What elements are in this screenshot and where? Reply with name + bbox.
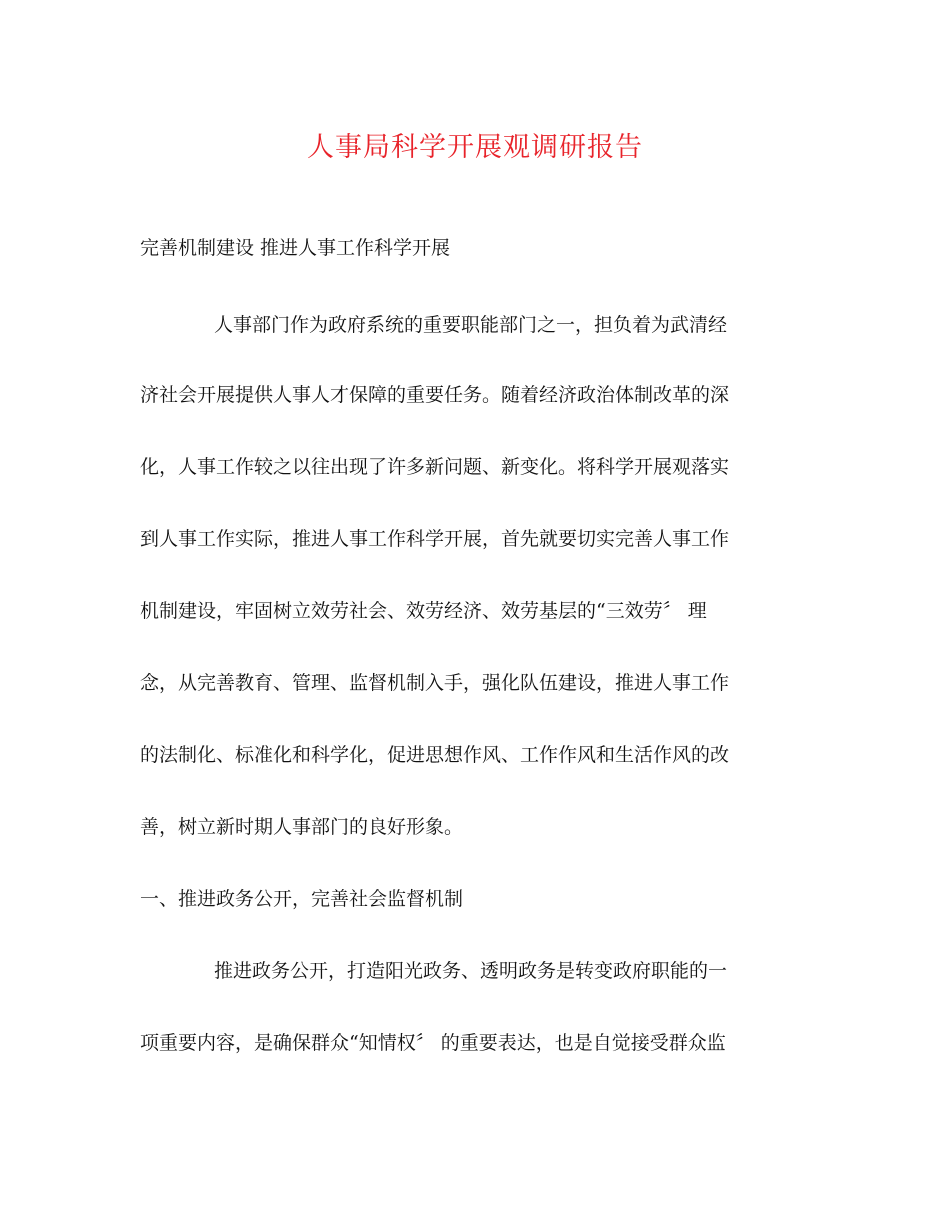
paragraph-line: 到人事工作实际，推进人事工作科学开展，首先就要切实完善人事工作 <box>140 528 730 550</box>
paragraph-line: 项重要内容，是确保群众“知情权〞 的重要表达，也是自觉接受群众监 <box>140 1032 726 1054</box>
paragraph-line: 机制建设，牢固树立效劳社会、效劳经济、效劳基层的“三效劳〞 理 <box>140 600 707 622</box>
paragraph-line: 推进政务公开，打造阳光政务、透明政务是转变政府职能的一 <box>214 960 728 982</box>
subtitle: 完善机制建设 推进人事工作科学开展 <box>140 237 451 259</box>
paragraph-line: 善，树立新时期人事部门的良好形象。 <box>140 816 464 838</box>
paragraph-line: 的法制化、标准化和科学化，促进思想作风、工作作风和生活作风的改 <box>140 744 730 766</box>
paragraph-line: 人事部门作为政府系统的重要职能部门之一，担负着为武清经 <box>214 314 728 336</box>
document-title: 人事局科学开展观调研报告 <box>307 132 643 163</box>
paragraph-line: 济社会开展提供人事人才保障的重要任务。随着经济政治体制改革的深 <box>140 384 730 406</box>
paragraph-line: 念，从完善教育、管理、监督机制入手，强化队伍建设，推进人事工作 <box>140 672 730 694</box>
paragraph-line: 化，人事工作较之以往出现了许多新问题、新变化。将科学开展观落实 <box>140 456 730 478</box>
section-heading: 一、推进政务公开，完善社会监督机制 <box>140 888 464 910</box>
